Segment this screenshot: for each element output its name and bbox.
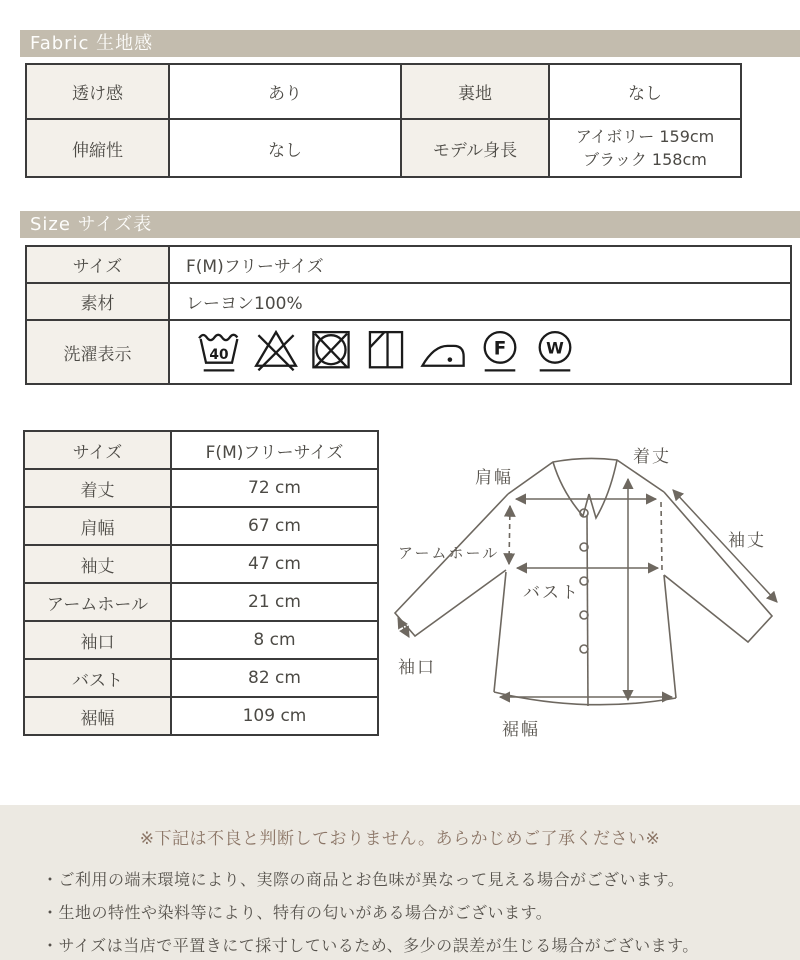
fabric-label-lining: 裏地 [401, 64, 549, 119]
wash-temp-number: 40 [209, 346, 229, 363]
measurement-table [23, 430, 379, 736]
fabric-label-model-height: モデル身長 [401, 119, 549, 177]
fabric-value-stretch: なし [169, 119, 401, 177]
table-row [24, 469, 378, 507]
measure-label-length: 着丈 [24, 469, 171, 507]
table-row [26, 320, 791, 384]
measure-label-size: サイズ [24, 431, 171, 469]
table-row [24, 507, 378, 545]
measure-value-sleeve: 47 cm [171, 545, 378, 583]
diagram-label-cuff: 袖口 [398, 658, 436, 678]
measure-label-bust: バスト [24, 659, 171, 697]
shirt-measurement-diagram [390, 430, 800, 760]
spec-value-size: F(M)フリーサイズ [169, 246, 791, 283]
table-row [26, 119, 741, 177]
fabric-value-lining: なし [549, 64, 741, 119]
size-spec-table [25, 245, 792, 385]
notice-bullet: ・ご利用の端末環境により、実際の商品とお色味が異なって見える場合がございます。 [42, 870, 685, 889]
notice-bullet: ・サイズは当店で平置きにて採寸しているため、多少の誤差が生じる場合がございます。 [42, 936, 699, 955]
measure-label-sleeve: 袖丈 [24, 545, 171, 583]
diagram-label-sleeve: 袖丈 [728, 531, 766, 551]
model-height-line-1: アイボリー 159cm [575, 126, 715, 146]
spec-label-care: 洗濯表示 [26, 320, 169, 384]
measure-value-hem: 109 cm [171, 697, 378, 735]
measure-value-armhole: 21 cm [171, 583, 378, 621]
spec-label-size: サイズ [26, 246, 169, 283]
measure-value-bust: 82 cm [171, 659, 378, 697]
measure-label-armhole: アームホール [24, 583, 171, 621]
shirt-outline-drawing [395, 458, 772, 706]
table-row [24, 621, 378, 659]
fabric-label-sheerness: 透け感 [26, 64, 169, 119]
measure-value-size: F(M)フリーサイズ [171, 431, 378, 469]
wash-40-gentle-icon [194, 326, 244, 378]
diagram-label-shoulder: 肩幅 [475, 468, 513, 488]
table-row [26, 64, 741, 119]
notice-bullet-list [0, 863, 800, 960]
dry-clean-f-gentle-icon [477, 326, 523, 378]
diagram-label-bust: バスト [523, 583, 580, 603]
measure-label-shoulder: 肩幅 [24, 507, 171, 545]
table-row [24, 659, 378, 697]
fabric-value-sheerness: あり [169, 64, 401, 119]
do-not-bleach-icon [253, 326, 299, 378]
notice-heading: ※下記は不良と判断しておりません。あらかじめご了承ください※ [139, 829, 661, 849]
diagram-label-armhole: アームホール [398, 544, 500, 562]
notice-bullet: ・生地の特性や染料等により、特有の匂いがある場合がございます。 [42, 903, 553, 922]
spec-label-material: 素材 [26, 283, 169, 320]
model-height-line-2: ブラック 158cm [583, 150, 707, 169]
notice-section [0, 805, 800, 960]
measure-value-cuff: 8 cm [171, 621, 378, 659]
measure-label-hem: 裾幅 [24, 697, 171, 735]
line-dry-in-shade-icon [363, 326, 409, 378]
measure-label-cuff: 袖口 [24, 621, 171, 659]
do-not-tumble-dry-icon [308, 326, 354, 378]
wet-clean-letter: W [546, 338, 564, 358]
diagram-label-hem: 裾幅 [502, 720, 540, 740]
table-row [26, 246, 791, 283]
table-row [24, 431, 378, 469]
wet-clean-gentle-icon [532, 326, 578, 378]
table-row [24, 545, 378, 583]
measure-value-length: 72 cm [171, 469, 378, 507]
fabric-value-model-height [549, 119, 741, 177]
dry-clean-letter: F [493, 338, 507, 360]
table-row [24, 583, 378, 621]
care-symbols-row [186, 326, 790, 378]
size-section-header: Size サイズ表 [20, 211, 800, 238]
table-row [24, 697, 378, 735]
iron-low-heat-icon [418, 326, 468, 378]
fabric-table [25, 63, 742, 178]
spec-value-care [169, 320, 791, 384]
measure-value-shoulder: 67 cm [171, 507, 378, 545]
fabric-label-stretch: 伸縮性 [26, 119, 169, 177]
spec-value-material: レーヨン100% [169, 283, 791, 320]
diagram-label-length: 着丈 [633, 447, 671, 467]
table-row [26, 283, 791, 320]
fabric-section-header: Fabric 生地感 [20, 30, 800, 57]
